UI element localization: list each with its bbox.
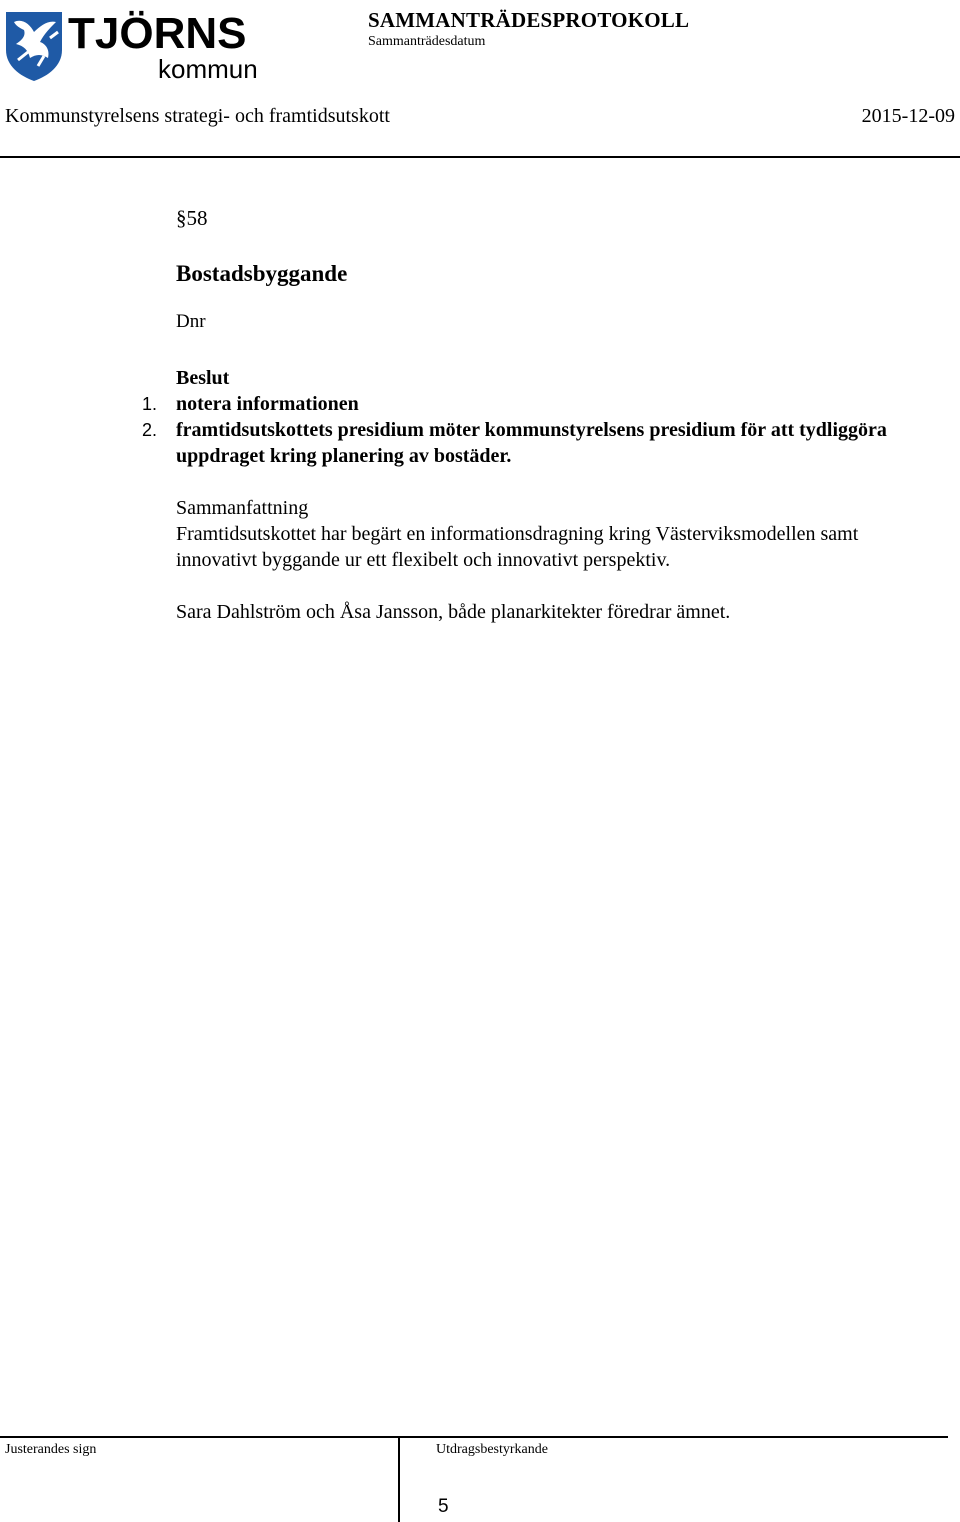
list-item xyxy=(142,417,936,469)
protocol-body xyxy=(142,205,936,625)
footer-column-divider xyxy=(398,1438,400,1522)
svg-text:kommun: kommun xyxy=(158,54,258,82)
page-number: 5 xyxy=(438,1496,449,1517)
list-text: notera informationen xyxy=(176,393,359,415)
decision-list xyxy=(142,391,936,469)
header-divider xyxy=(0,156,960,158)
item-title: Bostadsbyggande xyxy=(176,261,348,286)
tjorn-coat-of-arms-icon xyxy=(4,8,266,82)
summary-text: Framtidsutskottet har begärt en informationsdragning kring Västerviksmodellen samt innovativt byggande ur ett flexibelt och innovativt perspektiv. xyxy=(176,523,859,571)
meeting-date: 2015-12-09 xyxy=(861,105,955,127)
committee-name: Kommunstyrelsens strategi- och framtidsutskott xyxy=(5,105,390,127)
document-title: SAMMANTRÄDESPROTOKOLL xyxy=(368,8,690,32)
list-number: 2. xyxy=(142,420,158,440)
list-number: 1. xyxy=(142,394,158,414)
signature-label: Justerandes sign xyxy=(5,1442,97,1457)
paragraph-number: §58 xyxy=(176,206,208,230)
dnr-label: Dnr xyxy=(176,311,206,332)
meeting-date-label: Sammanträdesdatum xyxy=(368,34,486,49)
footer-divider xyxy=(0,1436,948,1438)
presenters-text: Sara Dahlström och Åsa Jansson, både planarkitekter föredrar ämnet. xyxy=(176,601,731,623)
list-item xyxy=(142,391,936,417)
municipality-logo xyxy=(4,8,266,82)
svg-text:TJÖRNS: TJÖRNS xyxy=(68,9,247,58)
decision-heading: Beslut xyxy=(176,367,230,389)
list-text: framtidsutskottets presidium möter kommunstyrelsens presidium för att tydliggöra uppdraget kring planering av bostäder. xyxy=(176,419,887,467)
certification-label: Utdragsbestyrkande xyxy=(436,1442,548,1457)
summary-heading: Sammanfattning xyxy=(176,497,309,519)
